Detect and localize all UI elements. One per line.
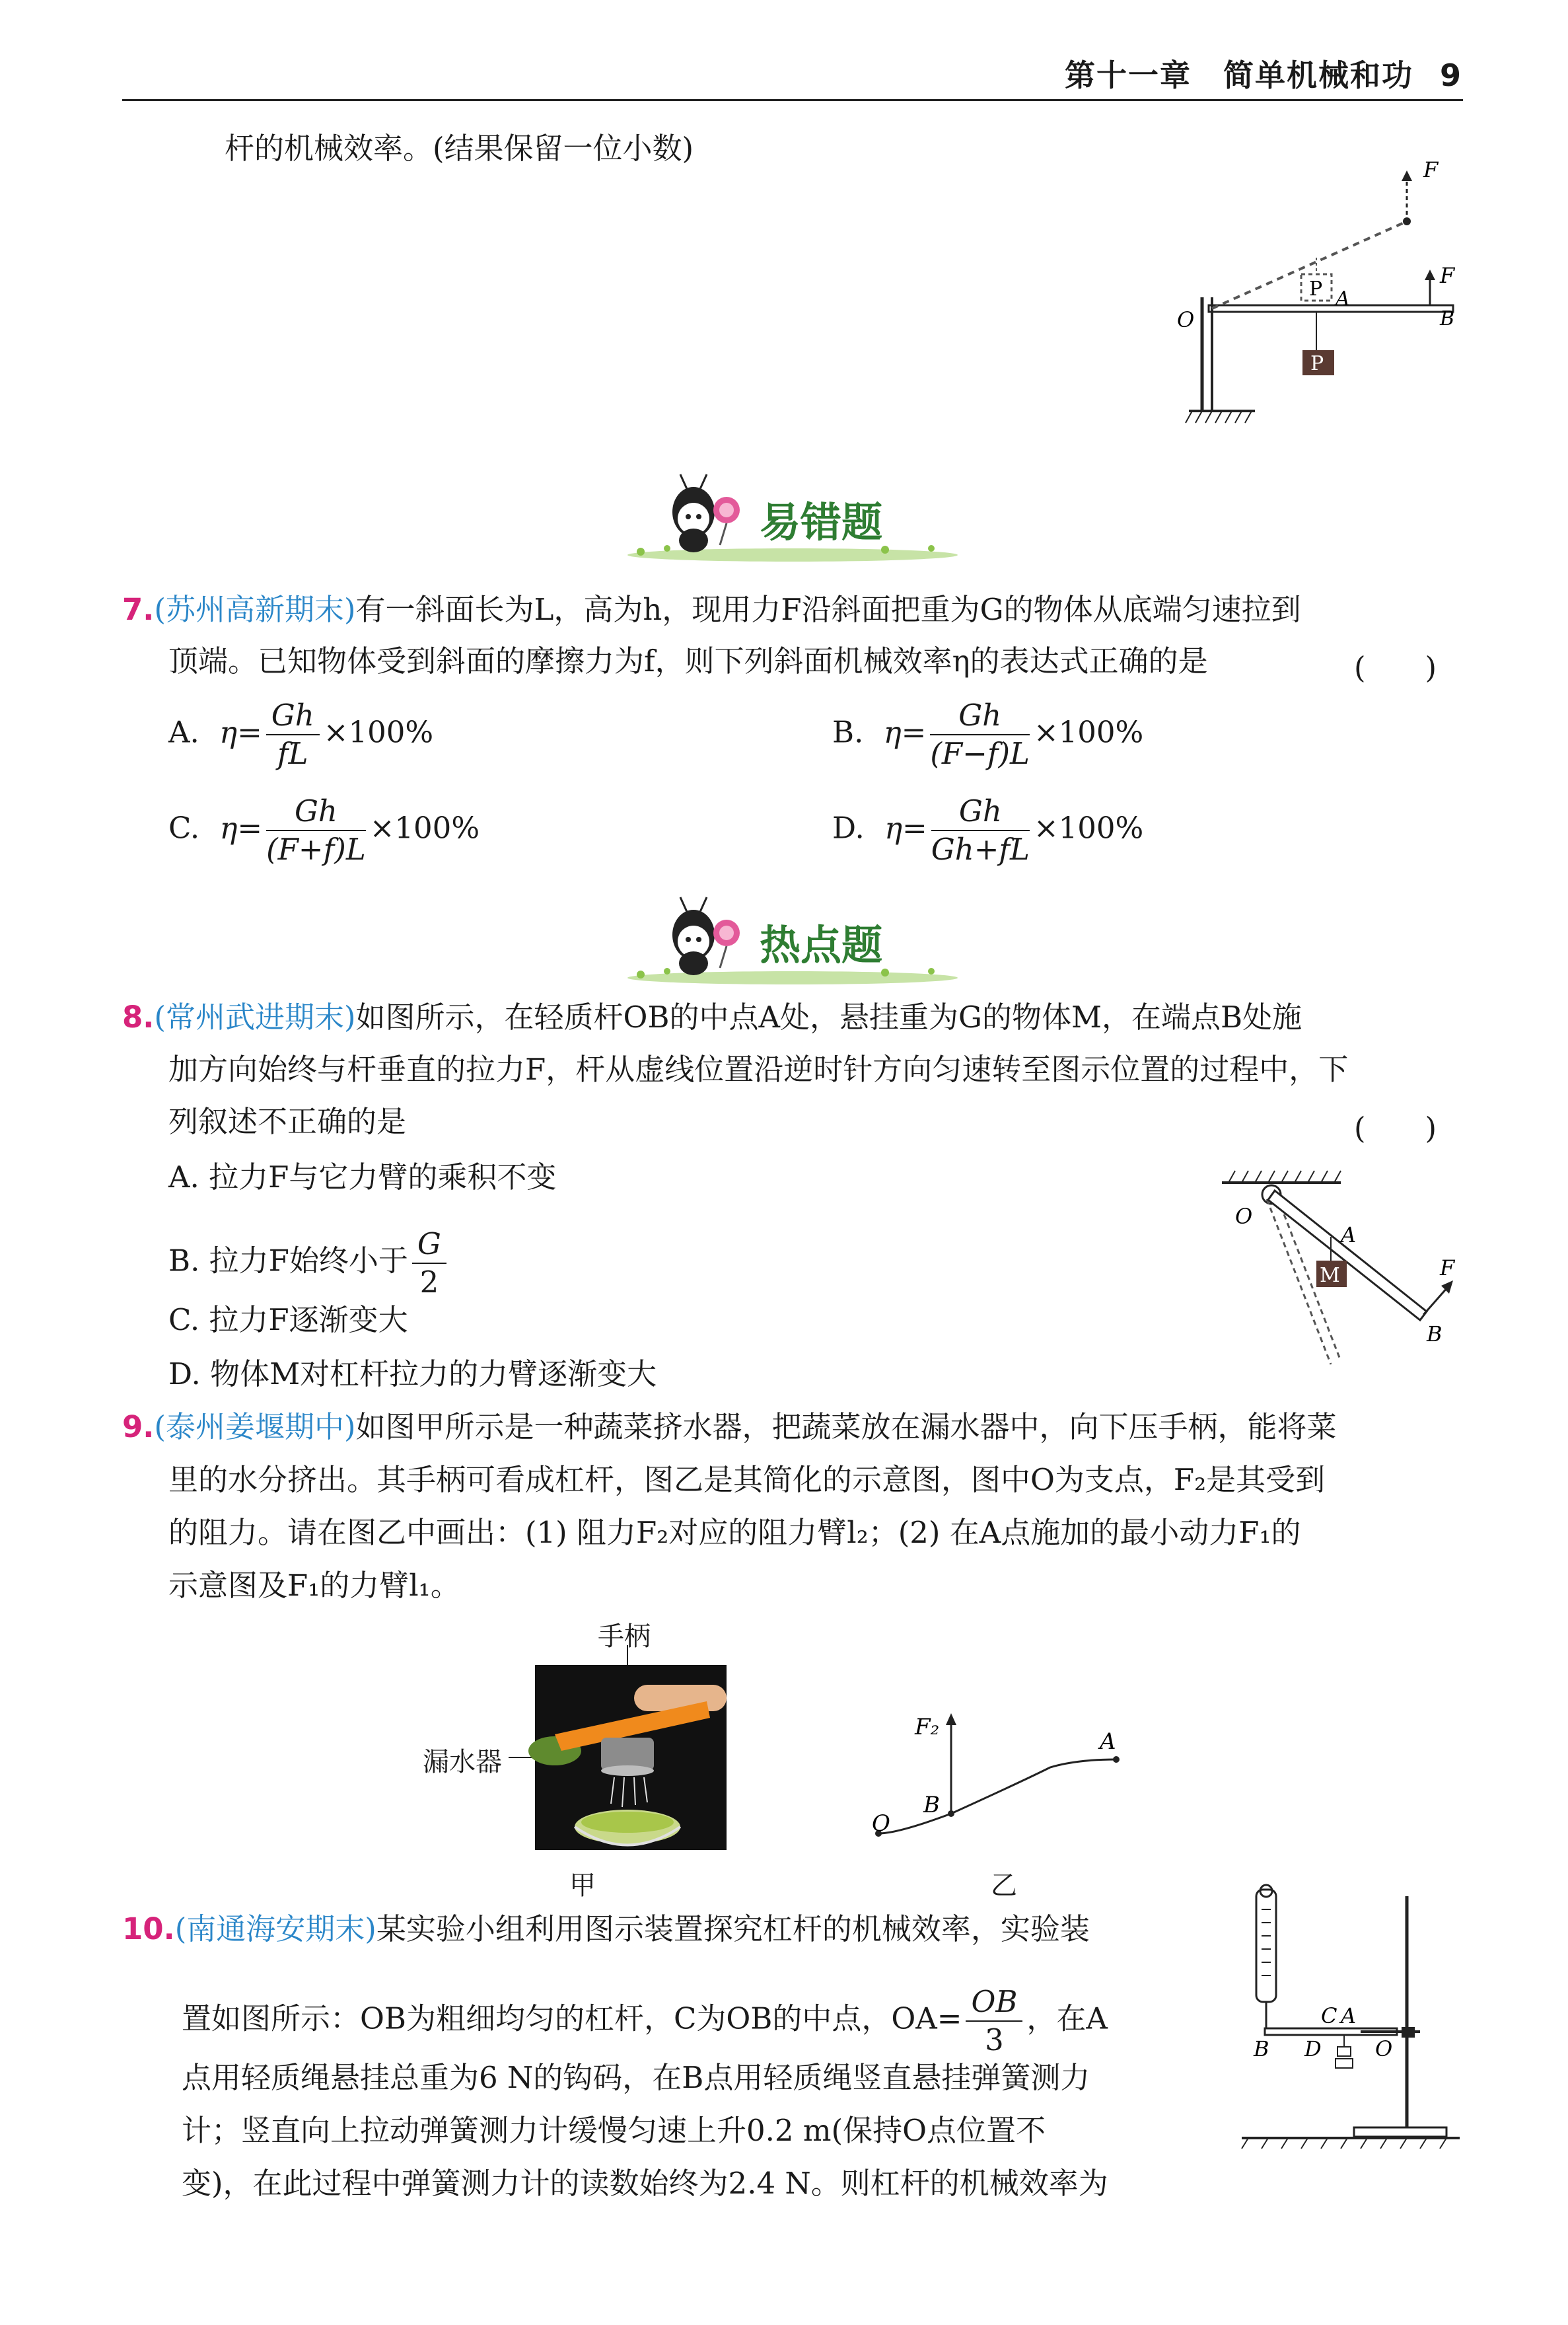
fig10-label-D: D <box>1304 2036 1322 2061</box>
q8-source: (常州武进期末) <box>154 1000 356 1035</box>
q9-number: 9. <box>122 1409 155 1444</box>
banner1-text: 易错题 <box>760 498 883 546</box>
fig6-label-B: B <box>1440 307 1455 330</box>
fig8-label-O: O <box>1235 1204 1253 1229</box>
q8-answer-paren: ( ) <box>1354 1111 1437 1146</box>
fig9-schematic <box>852 1701 1169 1853</box>
q7-option-b: B. η= $\frac{Gh}{(F-f)L}$ ×100% <box>832 698 1144 771</box>
fig6-label-O: O <box>1177 307 1195 332</box>
q7-answer-paren: ( ) <box>1354 650 1437 685</box>
fig8-label-F: F <box>1440 1255 1455 1280</box>
banner2-text: 热点题 <box>760 921 883 969</box>
q7-option-c: C. η= $\frac{Gh}{(F+f)L}$ ×100% <box>168 793 480 867</box>
q8-number: 8. <box>122 1000 155 1035</box>
banner-easy-mistake <box>621 462 964 568</box>
page-header <box>1065 52 1462 95</box>
q7-line2: 顶端。已知物体受到斜面的摩擦力为f，则下列斜面机械效率η的表达式正确的是 <box>168 644 1208 679</box>
fig9-label-yi: 乙 <box>991 1870 1017 1901</box>
fig8-label-M: M <box>1320 1264 1340 1287</box>
fig10-label-O: O <box>1375 2036 1393 2061</box>
q7-text1: 有一斜面长为L，高为h，现用力F沿斜面把重为G的物体从底端匀速拉到 <box>355 592 1301 627</box>
q10-line3: 点用轻质绳悬挂总重为6 N的钩码，在B点用轻质绳竖直悬挂弹簧测力 <box>182 2060 1090 2095</box>
fig6-label-F-top: F <box>1423 157 1439 182</box>
chapter-title: 第十一章 简单机械和功 <box>1064 57 1413 93</box>
q10-text1: 某实验小组利用图示装置探究杠杆的机械效率，实验装 <box>376 1911 1090 1946</box>
q8-lever-figure <box>1209 1163 1473 1381</box>
q10-source: (南通海安期末) <box>174 1911 376 1946</box>
fig9-label-O: O <box>872 1810 890 1837</box>
fig10-label-A: A <box>1341 2003 1357 2028</box>
q7-number: 7. <box>122 592 155 627</box>
fig9-label-A: A <box>1100 1728 1116 1755</box>
q9-line1 <box>122 1407 1337 1447</box>
fig9-label-B: B <box>923 1792 940 1818</box>
q9-text1: 如图甲所示是一种蔬菜挤水器，把蔬菜放在漏水器中，向下压手柄，能将菜 <box>355 1409 1337 1444</box>
q7-source: (苏州高新期末) <box>154 592 356 627</box>
q9-line3: 的阻力。请在图乙中画出：(1) 阻力F₂对应的阻力臂l₂；(2) 在A点施加的最小动力F₁的 <box>168 1515 1301 1550</box>
fig9-label-drain: 漏水器 <box>423 1747 502 1777</box>
fig6-label-A: A <box>1336 287 1350 311</box>
fig9-photo <box>509 1645 733 1857</box>
q8-text1: 如图所示，在轻质杆OB的中点A处，悬挂重为G的物体M，在端点B处施 <box>355 1000 1302 1035</box>
q7-line1 <box>122 590 1301 630</box>
q9-line2: 里的水分挤出。其手柄可看成杠杆，图乙是其简化的示意图，图中O为支点，F₂是其受到 <box>168 1462 1326 1497</box>
q8-option-a: A. 拉力F与它力臂的乘积不变 <box>168 1160 557 1195</box>
fig6-label-P-dashed: P <box>1309 277 1323 301</box>
fig9-label-F2: F₂ <box>915 1714 940 1740</box>
fig9-label-jia: 甲 <box>569 1870 596 1901</box>
q7-option-d: D. η= $\frac{Gh}{Gh+fL}$ ×100% <box>832 793 1144 867</box>
q6-lever-figure <box>1162 152 1466 429</box>
q6-tail: 杆的机械效率。(结果保留一位小数) <box>225 131 694 166</box>
q10-apparatus-figure <box>1229 1876 1466 2154</box>
q8-option-b: B. 拉力F始终小于 $\frac{G}{2}$ <box>168 1226 450 1301</box>
q10-line2: 置如图所示：OB为粗细均匀的杠杆，C为OB的中点，OA= $\frac{OB}{3}$ ，在A <box>182 1984 1108 2057</box>
q8-line2: 加方向始终与杆垂直的拉力F，杆从虚线位置沿逆时针方向匀速转至图示位置的过程中，下 <box>168 1052 1349 1087</box>
q8-line1 <box>122 998 1302 1037</box>
q10-line1 <box>122 1909 1090 1949</box>
fig10-label-C: C <box>1321 2003 1337 2028</box>
fig8-label-B: B <box>1427 1321 1443 1347</box>
fig8-label-A: A <box>1341 1222 1357 1247</box>
q8-option-d: D. 物体M对杠杆拉力的力臂逐渐变大 <box>168 1356 657 1391</box>
fig6-label-P: P <box>1310 352 1324 375</box>
q7-option-a: A. η= $\frac{Gh}{fL}$ ×100% <box>168 698 434 771</box>
q10-line5: 变)，在此过程中弹簧测力计的读数始终为2.4 N。则杠杆的机械效率为 <box>182 2166 1108 2201</box>
q9-line4: 示意图及F₁的力臂l₁。 <box>168 1568 460 1603</box>
page-number: 9 <box>1439 57 1462 93</box>
q8-line3: 列叙述不正确的是 <box>168 1104 407 1139</box>
q8-option-c: C. 拉力F逐渐变大 <box>168 1302 408 1337</box>
fig6-label-F: F <box>1440 263 1455 288</box>
fig10-label-B: B <box>1254 2036 1269 2061</box>
q10-line4: 计；竖直向上拉动弹簧测力计缓慢匀速上升0.2 m(保持O点位置不 <box>182 2113 1046 2148</box>
q10-number: 10. <box>122 1911 175 1946</box>
banner-hot-topic <box>621 885 964 991</box>
fig9-label-handle: 手柄 <box>598 1621 651 1652</box>
q9-source: (泰州姜堰期中) <box>154 1409 356 1444</box>
header-rule <box>122 99 1463 101</box>
